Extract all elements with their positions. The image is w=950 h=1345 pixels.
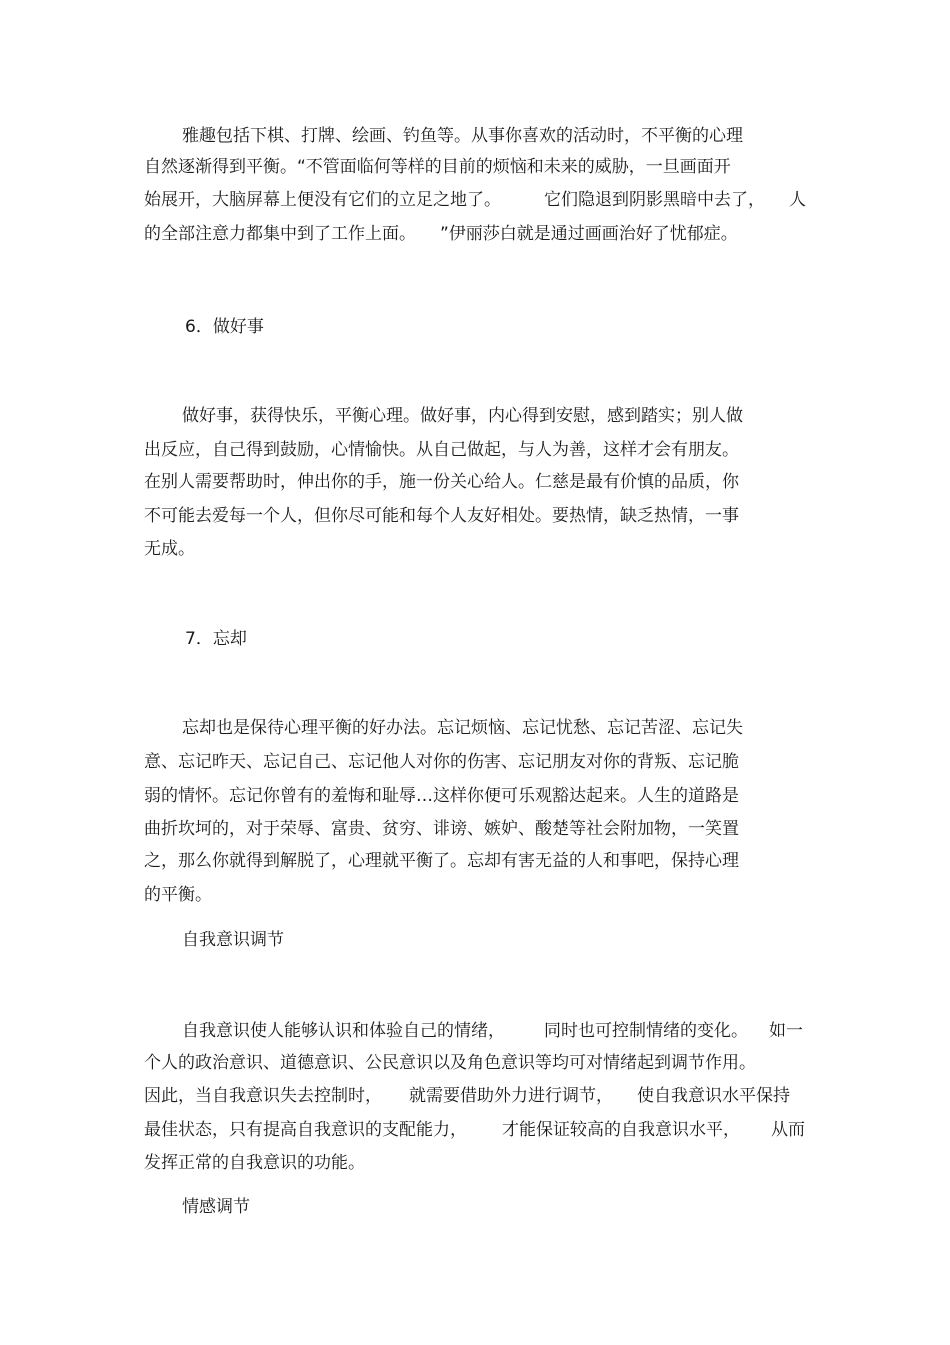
text-line: 因此，当自我意识失去控制时， [144, 1086, 382, 1106]
section-heading: 6．做好事 [185, 317, 264, 337]
text-line: 使自我意识水平保持 [637, 1086, 790, 1106]
text-line: 在别人需要帮助时，伸出你的手，施一份关心给人。仁慈是最有价慎的品质，你 [144, 472, 739, 492]
text-line: 忘却也是保待心理平衡的好办法。忘记烦恼、忘记忧愁、忘记苦涩、忘记失 [182, 718, 743, 738]
section-heading: 自我意识调节 [182, 930, 284, 950]
text-line: 的平衡。 [144, 885, 212, 905]
text-line: 自我意识使人能够认识和体验自己的情绪， [182, 1021, 505, 1041]
text-line: 的全部注意力都集中到了工作上面。 [144, 224, 416, 244]
text-line: 之，那么你就得到解脱了，心理就平衡了。忘却有害无益的人和事吧，保持心理 [144, 851, 739, 871]
text-line: 就需要借助外力进行调节， [409, 1086, 613, 1106]
text-line: 人 [789, 190, 806, 210]
text-line: 出反应，自己得到鼓励，心情愉快。从自己做起，与人为善，这样才会有朋友。 [144, 440, 739, 460]
text-line: 最佳状态，只有提高自我意识的支配能力， [144, 1120, 467, 1140]
text-line: 曲折坎坷的，对于荣辱、富贵、贫穷、诽谤、嫉妒、酸楚等社会附加物，一笑置 [144, 819, 739, 839]
text-line: 不可能去爱每一个人，但你尽可能和每个人友好相处。要热情，缺乏热情，一事 [144, 506, 739, 526]
text-line: ”伊丽莎白就是通过画画治好了忧郁症。 [440, 224, 738, 244]
text-line: 从而 [771, 1120, 805, 1140]
text-line: 自然逐渐得到平衡。“不管面临何等样的目前的烦恼和未来的威胁，一旦画面开 [144, 157, 731, 177]
text-line: 做好事，获得快乐，平衡心理。做好事，内心得到安慰，感到踏实；别人做 [182, 406, 743, 426]
text-line: 发挥正常的自我意识的功能。 [144, 1153, 365, 1173]
text-line: 无成。 [144, 539, 195, 559]
text-line: 它们隐退到阴影黑暗中去了， [544, 190, 765, 210]
text-line: 意、忘记昨天、忘记自己、忘记他人对你的伤害、忘记朋友对你的背叛、忘记脆 [144, 752, 739, 772]
text-line: 弱的情怀。忘记你曾有的羞悔和耻辱…这样你便可乐观豁达起来。人生的道路是 [144, 786, 739, 806]
text-line: 始展开，大脑屏幕上便没有它们的立足之地了。 [144, 190, 501, 210]
section-heading: 7．忘却 [185, 629, 247, 649]
text-line: 才能保证较高的自我意识水平， [502, 1120, 740, 1140]
text-line: 如一 [769, 1021, 803, 1041]
text-line: 雅趣包括下棋、打牌、绘画、钓鱼等。从事你喜欢的活动时，不平衡的心理 [182, 126, 743, 146]
text-line: 个人的政治意识、道德意识、公民意识以及角色意识等均可对情绪起到调节作用。 [144, 1053, 756, 1073]
text-line: 同时也可控制情绪的变化。 [544, 1021, 748, 1041]
section-heading: 情感调节 [182, 1197, 250, 1217]
